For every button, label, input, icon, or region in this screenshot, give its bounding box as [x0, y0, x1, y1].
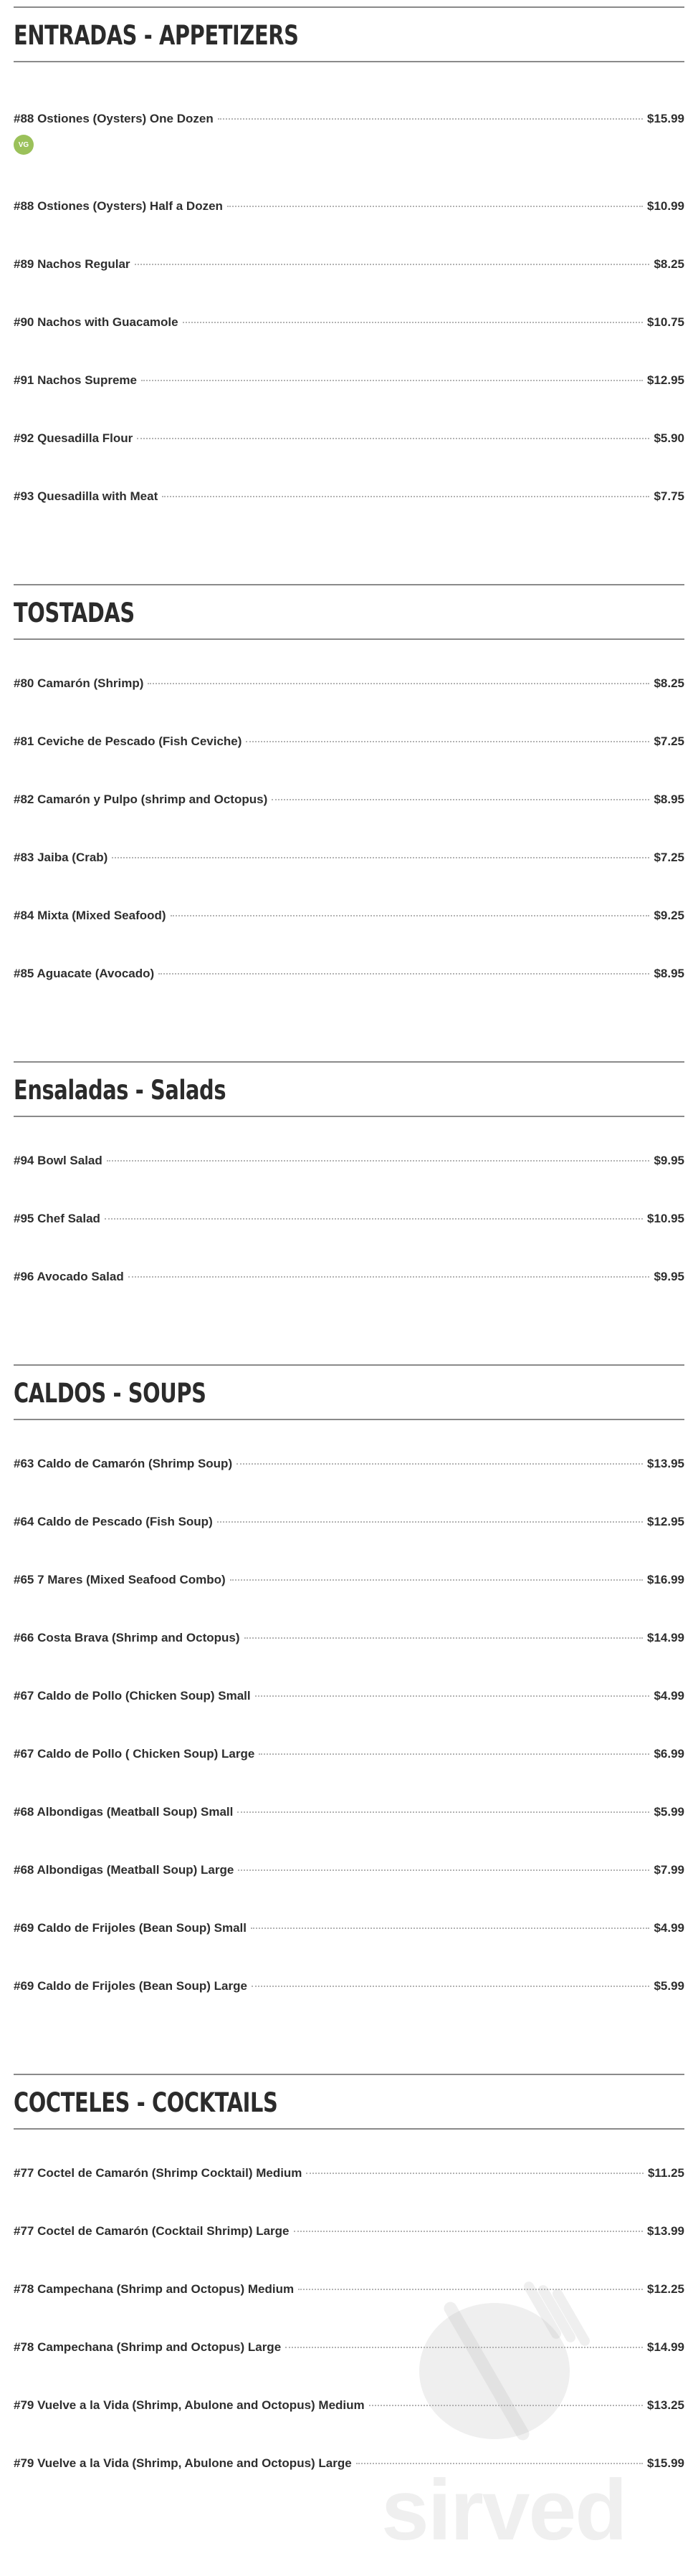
item-price: $6.99	[654, 1747, 684, 1761]
section-title: CALDOS - SOUPS	[14, 1377, 206, 1409]
section-header	[14, 2074, 684, 2130]
menu-item[interactable]	[14, 2398, 684, 2456]
menu-item[interactable]	[14, 111, 684, 198]
section-header	[14, 1061, 684, 1117]
item-name: #80 Camarón (Shrimp)	[14, 676, 144, 690]
section-appetizers	[14, 6, 684, 584]
item-price: $5.99	[654, 1805, 684, 1819]
menu-item[interactable]	[14, 1630, 684, 1688]
item-price: $8.95	[654, 967, 684, 980]
item-price: $5.99	[654, 1979, 684, 1993]
item-name: #88 Ostiones (Oysters) Half a Dozen	[14, 199, 223, 213]
item-name: #64 Caldo de Pescado (Fish Soup)	[14, 1515, 213, 1528]
dot-leader	[128, 1276, 650, 1278]
dot-leader	[158, 973, 649, 975]
item-name: #77 Coctel de Camarón (Cocktail Shrimp) Large	[14, 2224, 290, 2238]
item-name: #63 Caldo de Camarón (Shrimp Soup)	[14, 1457, 233, 1470]
dot-leader	[236, 1463, 643, 1465]
item-name: #65 7 Mares (Mixed Seafood Combo)	[14, 1573, 226, 1586]
item-price: $10.95	[647, 1212, 684, 1225]
dot-leader	[252, 1986, 650, 1987]
item-price: $12.25	[647, 2282, 684, 2296]
vegetarian-badge-icon: VG	[14, 135, 34, 155]
section-tostadas	[14, 584, 684, 1061]
menu-item[interactable]	[14, 2281, 684, 2340]
item-price: $9.95	[654, 1270, 684, 1283]
dot-leader	[148, 683, 649, 684]
menu-item[interactable]	[14, 1804, 684, 1862]
dot-leader	[218, 118, 643, 120]
item-price: $13.25	[647, 2398, 684, 2412]
item-name: #94 Bowl Salad	[14, 1154, 102, 1167]
item-price: $14.99	[647, 2340, 684, 2354]
menu-item[interactable]	[14, 257, 684, 315]
menu-item[interactable]	[14, 315, 684, 373]
section-title: Ensaladas - Salads	[14, 1074, 226, 1106]
section-header	[14, 1364, 684, 1420]
menu-item[interactable]	[14, 2223, 684, 2281]
menu-item[interactable]	[14, 373, 684, 431]
item-name: #66 Costa Brava (Shrimp and Octopus)	[14, 1631, 240, 1644]
dot-leader	[356, 2463, 643, 2464]
dot-leader	[162, 496, 649, 497]
item-name: #91 Nachos Supreme	[14, 373, 137, 387]
item-price: $14.99	[647, 1631, 684, 1644]
dot-leader	[227, 206, 643, 207]
menu-item[interactable]	[14, 431, 684, 489]
menu-item[interactable]	[14, 850, 684, 908]
item-price: $15.99	[647, 2456, 684, 2470]
menu-item[interactable]	[14, 1746, 684, 1804]
item-price: $7.75	[654, 489, 684, 503]
watermark-text: sirved	[381, 2462, 626, 2558]
item-name: #79 Vuelve a la Vida (Shrimp, Abulone and Octopus) Medium	[14, 2398, 365, 2412]
dot-leader	[251, 1928, 649, 1929]
item-name: #96 Avocado Salad	[14, 1270, 124, 1283]
menu-item[interactable]	[14, 734, 684, 792]
item-price: $4.99	[654, 1689, 684, 1703]
dot-leader	[237, 1811, 649, 1813]
section-title: ENTRADAS - APPETIZERS	[14, 19, 299, 51]
item-price: $5.90	[654, 431, 684, 445]
item-name: #89 Nachos Regular	[14, 257, 130, 271]
menu	[0, 6, 698, 2514]
dot-leader	[259, 1753, 649, 1755]
item-price: $12.95	[647, 1515, 684, 1528]
item-list	[14, 62, 684, 547]
dot-leader	[135, 264, 650, 265]
menu-item[interactable]	[14, 1920, 684, 1978]
item-price: $8.25	[654, 676, 684, 690]
item-name: #83 Jaiba (Crab)	[14, 851, 108, 864]
menu-item[interactable]	[14, 1514, 684, 1572]
item-name: #92 Quesadilla Flour	[14, 431, 133, 445]
section-cocktails	[14, 2074, 684, 2514]
item-name: #84 Mixta (Mixed Seafood)	[14, 909, 166, 922]
item-price: $13.99	[647, 2224, 684, 2238]
item-price: $15.99	[647, 112, 684, 125]
dot-leader	[105, 1218, 643, 1220]
item-name: #69 Caldo de Frijoles (Bean Soup) Small	[14, 1921, 247, 1935]
item-name: #79 Vuelve a la Vida (Shrimp, Abulone and Octopus) Large	[14, 2456, 352, 2470]
item-price: $8.95	[654, 793, 684, 806]
item-price: $11.25	[647, 2166, 684, 2180]
item-price: $9.25	[654, 909, 684, 922]
item-list	[14, 2130, 684, 2514]
menu-item[interactable]	[14, 198, 684, 257]
dot-leader	[306, 2173, 644, 2174]
section-header	[14, 584, 684, 640]
item-name: #85 Aguacate (Avocado)	[14, 967, 155, 980]
menu-item[interactable]	[14, 792, 684, 850]
menu-item[interactable]	[14, 908, 684, 966]
item-price: $12.95	[647, 373, 684, 387]
dot-leader	[369, 2405, 643, 2406]
section-header	[14, 6, 684, 62]
menu-item[interactable]	[14, 1211, 684, 1269]
item-name: #68 Albondigas (Meatball Soup) Small	[14, 1805, 234, 1819]
item-name: #93 Quesadilla with Meat	[14, 489, 158, 503]
menu-item[interactable]	[14, 966, 684, 1024]
menu-item[interactable]	[14, 1456, 684, 1514]
item-price: $7.25	[654, 734, 684, 748]
item-list	[14, 1420, 684, 2036]
item-price: $7.99	[654, 1863, 684, 1877]
menu-item[interactable]	[14, 676, 684, 734]
dot-leader	[298, 2289, 643, 2290]
item-name: #77 Coctel de Camarón (Shrimp Cocktail) Medium	[14, 2166, 302, 2180]
item-name: #67 Caldo de Pollo ( Chicken Soup) Large	[14, 1747, 255, 1761]
item-name: #69 Caldo de Frijoles (Bean Soup) Large	[14, 1979, 247, 1993]
dot-leader	[255, 1695, 650, 1697]
item-price: $10.99	[647, 199, 684, 213]
item-name: #90 Nachos with Guacamole	[14, 315, 178, 329]
item-price: $10.75	[647, 315, 684, 329]
item-name: #81 Ceviche de Pescado (Fish Ceviche)	[14, 734, 242, 748]
dot-leader	[272, 799, 649, 800]
menu-item[interactable]	[14, 2456, 684, 2514]
menu-item[interactable]	[14, 489, 684, 547]
dot-leader	[137, 438, 649, 439]
section-salads	[14, 1061, 684, 1364]
dot-leader	[246, 741, 649, 742]
item-price: $9.95	[654, 1154, 684, 1167]
item-price: $7.25	[654, 851, 684, 864]
menu-item[interactable]	[14, 1153, 684, 1211]
dot-leader	[107, 1160, 650, 1162]
dot-leader	[294, 2231, 644, 2232]
item-price: $4.99	[654, 1921, 684, 1935]
item-name: #88 Ostiones (Oysters) One Dozen	[14, 112, 214, 125]
dot-leader	[244, 1637, 643, 1639]
section-title: TOSTADAS	[14, 597, 135, 628]
dot-leader	[230, 1579, 643, 1581]
item-price: $16.99	[647, 1573, 684, 1586]
item-name: #78 Campechana (Shrimp and Octopus) Medium	[14, 2282, 295, 2296]
item-name: #78 Campechana (Shrimp and Octopus) Large	[14, 2340, 282, 2354]
dot-leader	[112, 857, 649, 858]
item-name: #82 Camarón y Pulpo (shrimp and Octopus)	[14, 793, 268, 806]
menu-item[interactable]	[14, 1572, 684, 1630]
item-price: $13.95	[647, 1457, 684, 1470]
section-title: COCTELES - COCKTAILS	[14, 2087, 278, 2118]
section-soups	[14, 1364, 684, 2074]
item-price: $8.25	[654, 257, 684, 271]
dot-leader	[217, 1521, 643, 1523]
dot-leader	[183, 322, 643, 323]
menu-item[interactable]	[14, 1862, 684, 1920]
dot-leader	[238, 1869, 649, 1871]
menu-item[interactable]	[14, 1269, 684, 1327]
item-name: #95 Chef Salad	[14, 1212, 100, 1225]
menu-item[interactable]	[14, 2165, 684, 2223]
item-name: #68 Albondigas (Meatball Soup) Large	[14, 1863, 234, 1877]
menu-item[interactable]	[14, 2340, 684, 2398]
dot-leader	[141, 380, 643, 381]
dot-leader	[285, 2347, 643, 2348]
menu-item[interactable]	[14, 1978, 684, 2036]
item-list	[14, 640, 684, 1024]
menu-item[interactable]	[14, 1688, 684, 1746]
dot-leader	[171, 915, 650, 916]
item-list	[14, 1117, 684, 1327]
item-name: #67 Caldo de Pollo (Chicken Soup) Small	[14, 1689, 251, 1703]
